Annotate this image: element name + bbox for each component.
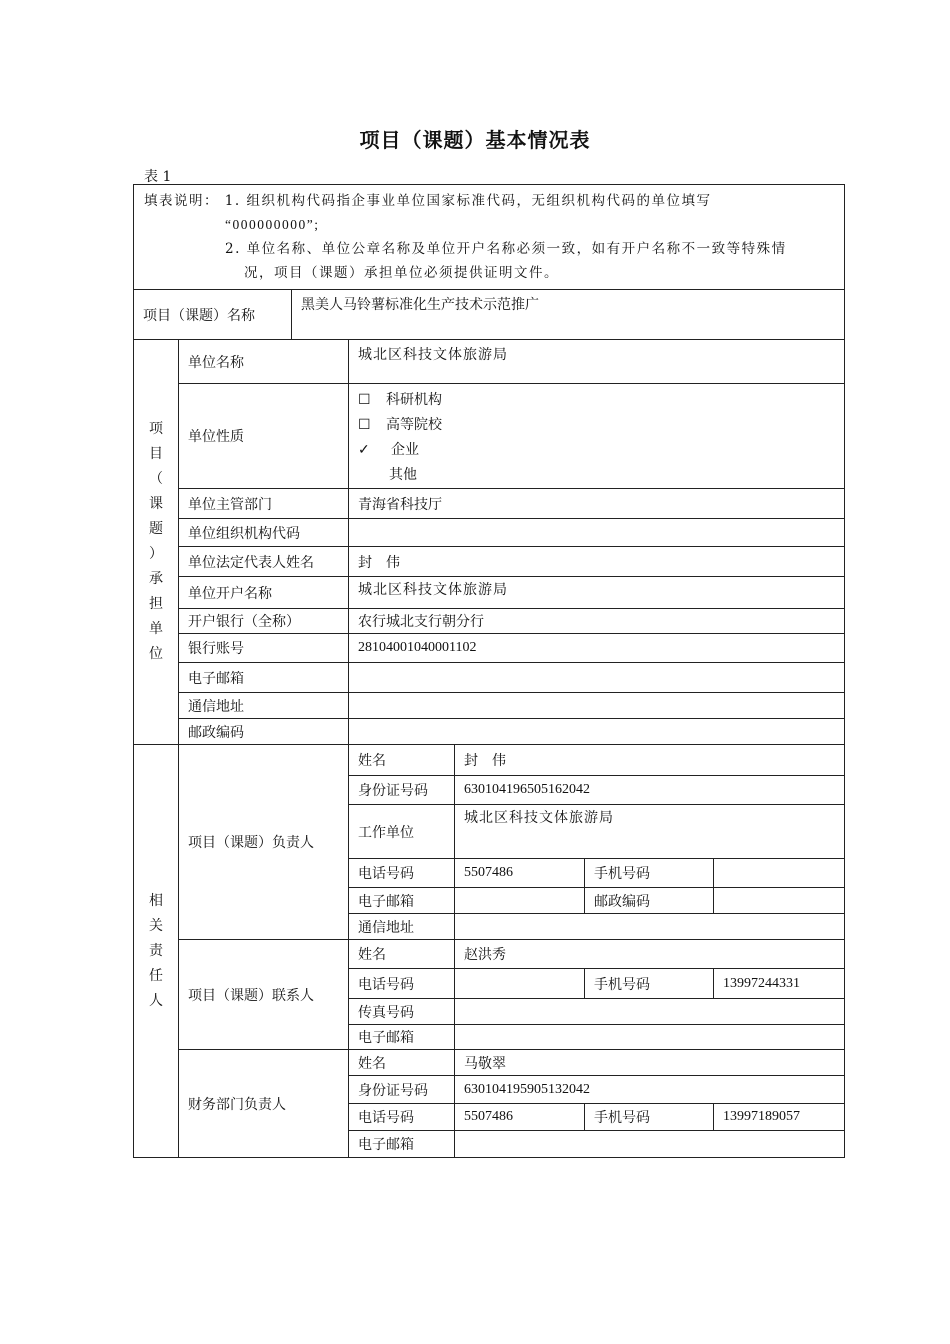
leader-mobile-label: 手机号码 [585,859,714,888]
leader-name-label: 姓名 [349,745,455,776]
leader-id-value[interactable]: 630104196505162042 [455,776,845,805]
unit-org-code-label: 单位组织机构代码 [179,519,349,547]
unit-name-value[interactable]: 城北区科技文体旅游局 [349,340,845,384]
unit-account-name-label: 单位开户名称 [179,577,349,609]
finance-name-value[interactable]: 马敬翠 [455,1050,845,1076]
leader-email-value[interactable] [455,888,585,914]
instructions-line2: “000000000”; [225,217,320,232]
unit-address-label: 通信地址 [179,693,349,719]
leader-id-label: 身份证号码 [349,776,455,805]
unit-bank-label: 开户银行（全称） [179,609,349,634]
leader-name-value[interactable]: 封 伟 [455,745,845,776]
unit-address-value[interactable] [349,693,845,719]
unit-legal-rep-value[interactable]: 封 伟 [349,547,845,577]
checkbox-icon: ☐ [358,392,371,408]
finance-id-label: 身份证号码 [349,1076,455,1104]
unit-nature-label: 单位性质 [179,384,349,489]
checkbox-icon: ☐ [358,417,371,433]
unit-postcode-label: 邮政编码 [179,719,349,745]
finance-mobile-label: 手机号码 [585,1104,714,1131]
unit-email-value[interactable] [349,663,845,693]
finance-phone-label: 电话号码 [349,1104,455,1131]
unit-email-label: 电子邮箱 [179,663,349,693]
instructions-line3: 2. 单位名称、单位公章名称及单位开户名称必须一致，如有开户名称不一致等特殊情 [225,241,787,257]
nature-option-other[interactable]: 其他 [389,467,417,483]
contact-email-value[interactable] [455,1025,845,1050]
unit-account-no-value[interactable]: 28104001040001102 [349,634,845,663]
instructions-line1: 填表说明： 1. 组织机构代码指企事业单位国家标准代码，无组织机构代码的单位填写 [144,193,712,209]
contact-name-label: 姓名 [349,940,455,969]
nature-option-research[interactable]: ☐ 科研机构 [358,388,835,413]
contact-fax-label: 传真号码 [349,999,455,1025]
page-title: 项目（课题）基本情况表 [359,128,591,152]
leader-postcode-label: 邮政编码 [585,888,714,914]
leader-postcode-value[interactable] [714,888,845,914]
finance-id-value[interactable]: 630104195905132042 [455,1076,845,1104]
leader-phone-value[interactable]: 5507486 [455,859,585,888]
leader-mobile-value[interactable] [714,859,845,888]
unit-postcode-value[interactable] [349,719,845,745]
contact-mobile-value[interactable]: 13997244331 [714,969,845,999]
leader-work-label: 工作单位 [349,805,455,859]
finance-name-label: 姓名 [349,1050,455,1076]
leader-email-label: 电子邮箱 [349,888,455,914]
contact-label: 项目（课题）联系人 [179,940,349,1050]
leader-label: 项目（课题）负责人 [179,745,349,940]
finance-phone-value[interactable]: 5507486 [455,1104,585,1131]
leader-phone-label: 电话号码 [349,859,455,888]
contact-email-label: 电子邮箱 [349,1025,455,1050]
finance-mobile-value[interactable]: 13997189057 [714,1104,845,1131]
contact-fax-value[interactable] [455,999,845,1025]
table-number: 表 1 [144,169,172,185]
leader-address-value[interactable] [455,914,845,940]
persons-section-label: 相 关 责 任 人 [134,745,179,1158]
contact-name-value[interactable]: 赵洪秀 [455,940,845,969]
nature-option-enterprise[interactable]: ✓ 企业 [358,438,835,463]
nature-option-university[interactable]: ☐ 高等院校 [358,413,835,438]
contact-phone-value[interactable] [455,969,585,999]
instructions-cell [134,185,845,290]
leader-address-label: 通信地址 [349,914,455,940]
unit-dept-value[interactable]: 青海省科技厅 [349,489,845,519]
unit-bank-value[interactable]: 农行城北支行朝分行 [349,609,845,634]
finance-label: 财务部门负责人 [179,1050,349,1158]
project-name-label: 项目（课题）名称 [134,290,292,340]
unit-section-label: 项 目 （ 课 题 ） 承 担 单 位 [134,340,179,745]
unit-org-code-value[interactable] [349,519,845,547]
checkmark-icon: ✓ [358,442,370,458]
unit-dept-label: 单位主管部门 [179,489,349,519]
project-name-value[interactable]: 黑美人马铃薯标准化生产技术示范推广 [292,290,845,340]
finance-email-label: 电子邮箱 [349,1131,455,1158]
unit-nature-options [349,384,845,489]
unit-name-label: 单位名称 [179,340,349,384]
unit-account-name-value[interactable]: 城北区科技文体旅游局 [349,577,845,609]
contact-phone-label: 电话号码 [349,969,455,999]
finance-email-value[interactable] [455,1131,845,1158]
unit-account-no-label: 银行账号 [179,634,349,663]
basic-info-table [133,184,845,1158]
contact-mobile-label: 手机号码 [585,969,714,999]
unit-legal-rep-label: 单位法定代表人姓名 [179,547,349,577]
leader-work-value[interactable]: 城北区科技文体旅游局 [455,805,845,859]
instructions-line4: 况，项目（课题）承担单位必须提供证明文件。 [244,265,559,281]
